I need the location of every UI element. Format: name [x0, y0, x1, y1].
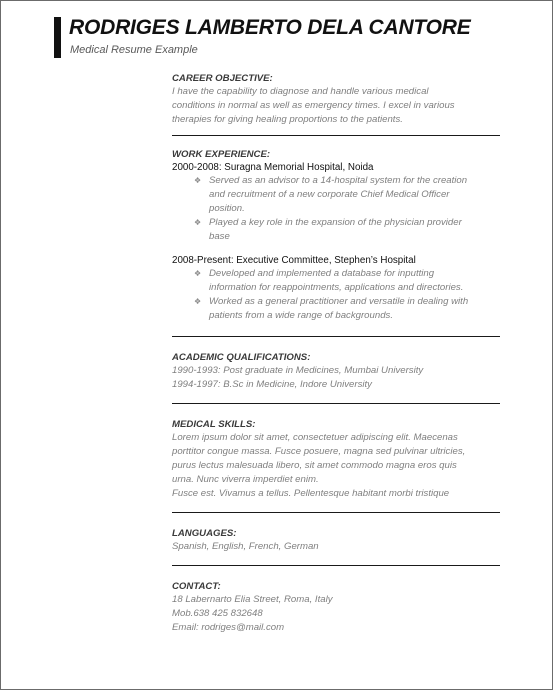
- career-objective-line: conditions in normal as well as emergency times. I excel in various: [172, 100, 455, 111]
- bullet-text: Worked as a general practitioner and versatile in dealing with: [209, 296, 469, 307]
- section-divider: [172, 565, 500, 566]
- section-divider: [172, 512, 500, 513]
- header-accent-bar: [54, 17, 61, 58]
- job-bullet-line: [172, 309, 500, 323]
- candidate-name: RODRIGES LAMBERTO DELA CANTORE: [69, 16, 471, 39]
- diamond-bullet-icon: ❖: [194, 218, 202, 227]
- career-objective-line: therapies for giving healing proportions to the patients.: [172, 114, 403, 125]
- languages-section: [172, 527, 500, 554]
- contact-heading: CONTACT:: [172, 581, 221, 592]
- bullet-text: position.: [209, 203, 245, 214]
- bullet-text: Developed and implemented a database for inputting: [209, 268, 435, 279]
- contact-address: 18 Labernarto Elia Street, Roma, Italy: [172, 594, 333, 605]
- resume-subtitle: Medical Resume Example: [70, 44, 198, 56]
- job-entry: [172, 161, 500, 244]
- job-bullet-line: [172, 216, 500, 230]
- academic-line: 1990-1993: Post graduate in Medicines, Mumbai University: [172, 365, 424, 376]
- resume-content: [172, 72, 500, 635]
- job-bullet-line: [172, 174, 500, 188]
- bullet-text: Played a key role in the expansion of the physician provider: [209, 217, 462, 228]
- job-bullet-line: [172, 281, 500, 295]
- skills-line: Lorem ipsum dolor sit amet, consectetuer adipiscing elit. Maecenas: [172, 432, 458, 443]
- medical-skills-section: [172, 418, 500, 501]
- skills-line: Fusce est. Vivamus a tellus. Pellentesque habitant morbi tristique: [172, 488, 450, 499]
- job-bullet-line: [172, 188, 500, 202]
- job-bullet-line: [172, 295, 500, 309]
- job-entry: [172, 254, 500, 323]
- bullet-text: and recruitment of a new corporate Chief Medical Officer: [209, 189, 450, 200]
- languages-line: Spanish, English, French, German: [172, 541, 319, 552]
- medical-skills-heading: MEDICAL SKILLS:: [172, 419, 256, 430]
- bullet-text: information for reappointments, applications and directories.: [209, 282, 464, 293]
- skills-line: purus lectus malesuada libero, sit amet commodo magna eros quis: [172, 460, 457, 471]
- diamond-bullet-icon: ❖: [194, 297, 202, 306]
- contact-email: Email: rodriges@mail.com: [172, 622, 285, 633]
- bullet-text: Served as an advisor to a 14-hospital system for the creation: [209, 175, 468, 186]
- diamond-bullet-icon: ❖: [194, 269, 202, 278]
- academic-line: 1994-1997: B.Sc in Medicine, Indore University: [172, 379, 372, 390]
- section-divider: [172, 135, 500, 136]
- academic-section: [172, 351, 500, 392]
- languages-heading: LANGUAGES:: [172, 528, 237, 539]
- career-objective-section: [172, 72, 500, 127]
- work-experience-section: [172, 148, 500, 323]
- job-bullet-list: [172, 267, 500, 323]
- job-bullet-line: [172, 202, 500, 216]
- job-heading: 2000-2008: Suragna Memorial Hospital, Noida: [172, 162, 374, 173]
- job-bullet-list: [172, 174, 500, 244]
- academic-heading: ACADEMIC QUALIFICATIONS:: [172, 352, 311, 363]
- work-experience-heading: WORK EXPERIENCE:: [172, 149, 271, 160]
- job-bullet-line: [172, 230, 500, 244]
- section-divider: [172, 403, 500, 404]
- contact-mobile: Mob.638 425 832648: [172, 608, 263, 619]
- bullet-text: patients from a wide range of backgrounds.: [209, 310, 393, 321]
- job-heading: 2008-Present: Executive Committee, Stephen’s Hospital: [172, 255, 416, 266]
- job-bullet-line: [172, 267, 500, 281]
- career-objective-heading: CAREER OBJECTIVE:: [172, 73, 273, 84]
- skills-line: urna. Nunc viverra imperdiet enim.: [172, 474, 319, 485]
- contact-section: [172, 580, 500, 635]
- career-objective-line: I have the capability to diagnose and handle various medical: [172, 86, 429, 97]
- bullet-text: base: [209, 231, 230, 242]
- section-divider: [172, 336, 500, 337]
- diamond-bullet-icon: ❖: [194, 176, 202, 185]
- skills-line: porttitor congue massa. Fusce posuere, magna sed pulvinar ultricies,: [172, 446, 466, 457]
